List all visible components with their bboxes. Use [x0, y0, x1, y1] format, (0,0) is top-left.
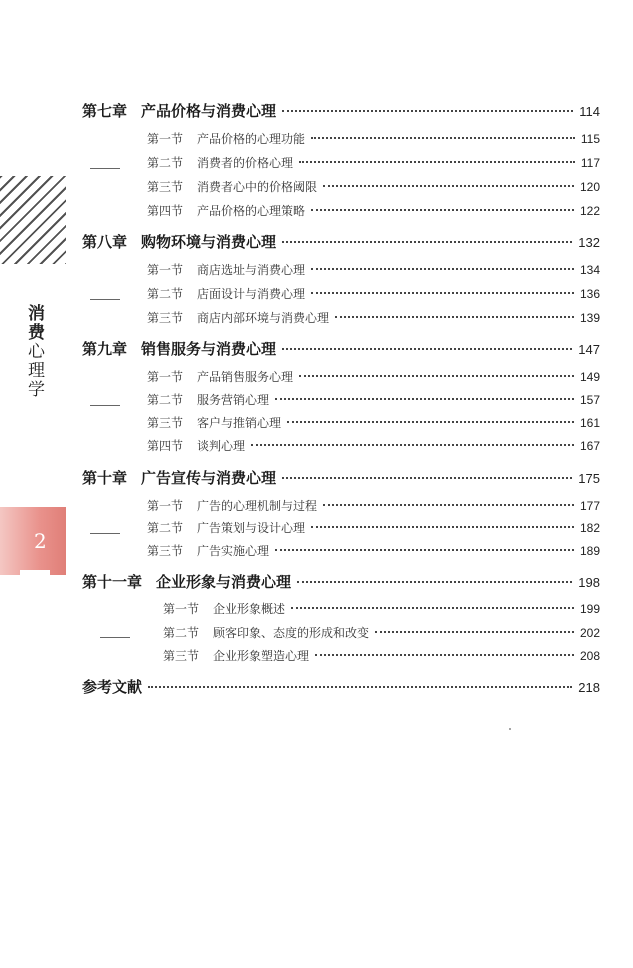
section-title: 产品销售服务心理 — [197, 370, 294, 384]
toc-chapter-11[interactable] — [82, 571, 600, 592]
toc-section[interactable] — [147, 519, 600, 536]
toc-section[interactable] — [163, 647, 600, 664]
section-label: 第一节 — [147, 263, 184, 277]
section-title: 谈判心理 — [197, 439, 246, 453]
section-page: 177 — [579, 499, 600, 513]
dot-leader — [311, 268, 574, 270]
section-page: 208 — [579, 649, 600, 663]
section-title: 商店内部环境与消费心理 — [197, 311, 330, 325]
dot-leader — [323, 504, 574, 506]
side-title-bold: 消费 — [24, 304, 44, 342]
section-title: 企业形象塑造心理 — [213, 649, 310, 663]
section-page: 149 — [579, 370, 600, 384]
toc-section[interactable] — [147, 542, 600, 559]
section-page: 117 — [580, 156, 600, 170]
section-title: 企业形象概述 — [213, 602, 286, 616]
section-label: 第三节 — [147, 180, 184, 194]
chapter-page: 147 — [578, 342, 600, 357]
toc-chapter-9[interactable] — [82, 338, 600, 359]
section-page: 115 — [580, 132, 600, 146]
chapter-label: 第九章 — [82, 340, 128, 358]
section-label: 第三节 — [163, 649, 200, 663]
section-title: 广告策划与设计心理 — [197, 521, 306, 535]
chapter-label: 第七章 — [82, 102, 128, 120]
chapter-label: 第十一章 — [82, 573, 143, 591]
section-label: 第一节 — [147, 499, 184, 513]
dot-leader — [282, 348, 572, 350]
section-label: 第二节 — [147, 521, 184, 535]
toc-section[interactable] — [147, 178, 600, 195]
references-title: 参考文献 — [82, 678, 143, 696]
chapter-page: 114 — [579, 104, 600, 119]
decorative-dash — [90, 299, 120, 300]
dot-leader — [297, 581, 572, 583]
section-label: 第三节 — [147, 311, 184, 325]
chapter-title: 企业形象与消费心理 — [156, 573, 292, 591]
section-label: 第一节 — [163, 602, 200, 616]
toc-section[interactable] — [147, 414, 600, 431]
section-label: 第一节 — [147, 370, 184, 384]
section-title: 客户与推销心理 — [197, 416, 282, 430]
section-page: 134 — [579, 263, 600, 277]
page-speck — [509, 728, 511, 730]
toc-section[interactable] — [147, 261, 600, 278]
dot-leader — [335, 316, 574, 318]
section-title: 顾客印象、态度的形成和改变 — [213, 626, 370, 640]
toc-section[interactable] — [147, 154, 600, 171]
dot-leader — [311, 292, 574, 294]
toc-section[interactable] — [163, 600, 600, 617]
section-label: 第四节 — [147, 204, 184, 218]
chapter-title: 销售服务与消费心理 — [141, 340, 277, 358]
decorative-hatch — [0, 176, 66, 264]
chapter-title: 广告宣传与消费心理 — [141, 469, 277, 487]
toc-section[interactable] — [147, 437, 600, 454]
toc-section[interactable] — [147, 202, 600, 219]
decorative-dash — [90, 405, 120, 406]
toc-references[interactable] — [82, 676, 600, 697]
side-book-title — [22, 304, 47, 399]
chapter-title: 产品价格与消费心理 — [141, 102, 277, 120]
dot-leader — [311, 137, 575, 139]
side-title-rest: 心理学 — [24, 342, 44, 399]
side-tab-notch — [20, 570, 50, 580]
section-title: 广告的心理机制与过程 — [197, 499, 318, 513]
toc-section[interactable] — [163, 624, 600, 641]
dot-leader — [299, 375, 574, 377]
section-label: 第二节 — [147, 287, 184, 301]
dot-leader — [291, 607, 574, 609]
section-label: 第三节 — [147, 416, 184, 430]
section-label: 第一节 — [147, 132, 184, 146]
section-label: 第三节 — [147, 544, 184, 558]
dot-leader — [148, 686, 572, 688]
dot-leader — [282, 241, 572, 243]
section-title: 广告实施心理 — [197, 544, 270, 558]
toc-chapter-8[interactable] — [82, 231, 600, 252]
section-page: 120 — [579, 180, 600, 194]
section-label: 第二节 — [147, 156, 184, 170]
chapter-label: 第十章 — [82, 469, 128, 487]
dot-leader — [275, 398, 574, 400]
dot-leader — [299, 161, 575, 163]
toc-chapter-7[interactable] — [82, 100, 600, 121]
dot-leader — [287, 421, 574, 423]
section-page: 182 — [579, 521, 600, 535]
toc-chapter-10[interactable] — [82, 467, 600, 488]
section-label: 第二节 — [147, 393, 184, 407]
chapter-page: 132 — [578, 235, 600, 250]
dot-leader — [282, 477, 572, 479]
chapter-title: 购物环境与消费心理 — [141, 233, 277, 251]
section-title: 产品价格的心理策略 — [197, 204, 306, 218]
section-page: 167 — [579, 439, 600, 453]
chapter-label: 第八章 — [82, 233, 128, 251]
section-page: 122 — [579, 204, 600, 218]
dot-leader — [311, 209, 574, 211]
dot-leader — [375, 631, 574, 633]
section-page: 161 — [579, 416, 600, 430]
section-title: 店面设计与消费心理 — [197, 287, 306, 301]
decorative-dash — [100, 637, 130, 638]
toc-section[interactable] — [147, 497, 600, 514]
section-page: 199 — [579, 602, 600, 616]
section-page: 202 — [579, 626, 600, 640]
dot-leader — [323, 185, 574, 187]
section-title: 产品价格的心理功能 — [197, 132, 306, 146]
dot-leader — [315, 654, 574, 656]
decorative-dash — [90, 533, 120, 534]
dot-leader — [282, 110, 573, 112]
side-page-tab — [0, 507, 66, 575]
section-title: 服务营销心理 — [197, 393, 270, 407]
references-page: 218 — [578, 680, 600, 695]
section-title: 消费者心中的价格阈限 — [197, 180, 318, 194]
section-label: 第四节 — [147, 439, 184, 453]
dot-leader — [251, 444, 574, 446]
dot-leader — [275, 549, 574, 551]
toc-section[interactable] — [147, 285, 600, 302]
chapter-page: 198 — [578, 575, 600, 590]
section-title: 消费者的价格心理 — [197, 156, 294, 170]
dot-leader — [311, 526, 574, 528]
toc-section[interactable] — [147, 130, 600, 147]
toc-section[interactable] — [147, 368, 600, 385]
toc-section[interactable] — [147, 309, 600, 326]
section-page: 189 — [579, 544, 600, 558]
chapter-page: 175 — [578, 471, 600, 486]
section-page: 136 — [579, 287, 600, 301]
toc-section[interactable] — [147, 391, 600, 408]
decorative-dash — [90, 168, 120, 169]
section-page: 139 — [579, 311, 600, 325]
side-tab-number: 2 — [34, 529, 47, 553]
section-page: 157 — [579, 393, 600, 407]
section-title: 商店选址与消费心理 — [197, 263, 306, 277]
section-label: 第二节 — [163, 626, 200, 640]
